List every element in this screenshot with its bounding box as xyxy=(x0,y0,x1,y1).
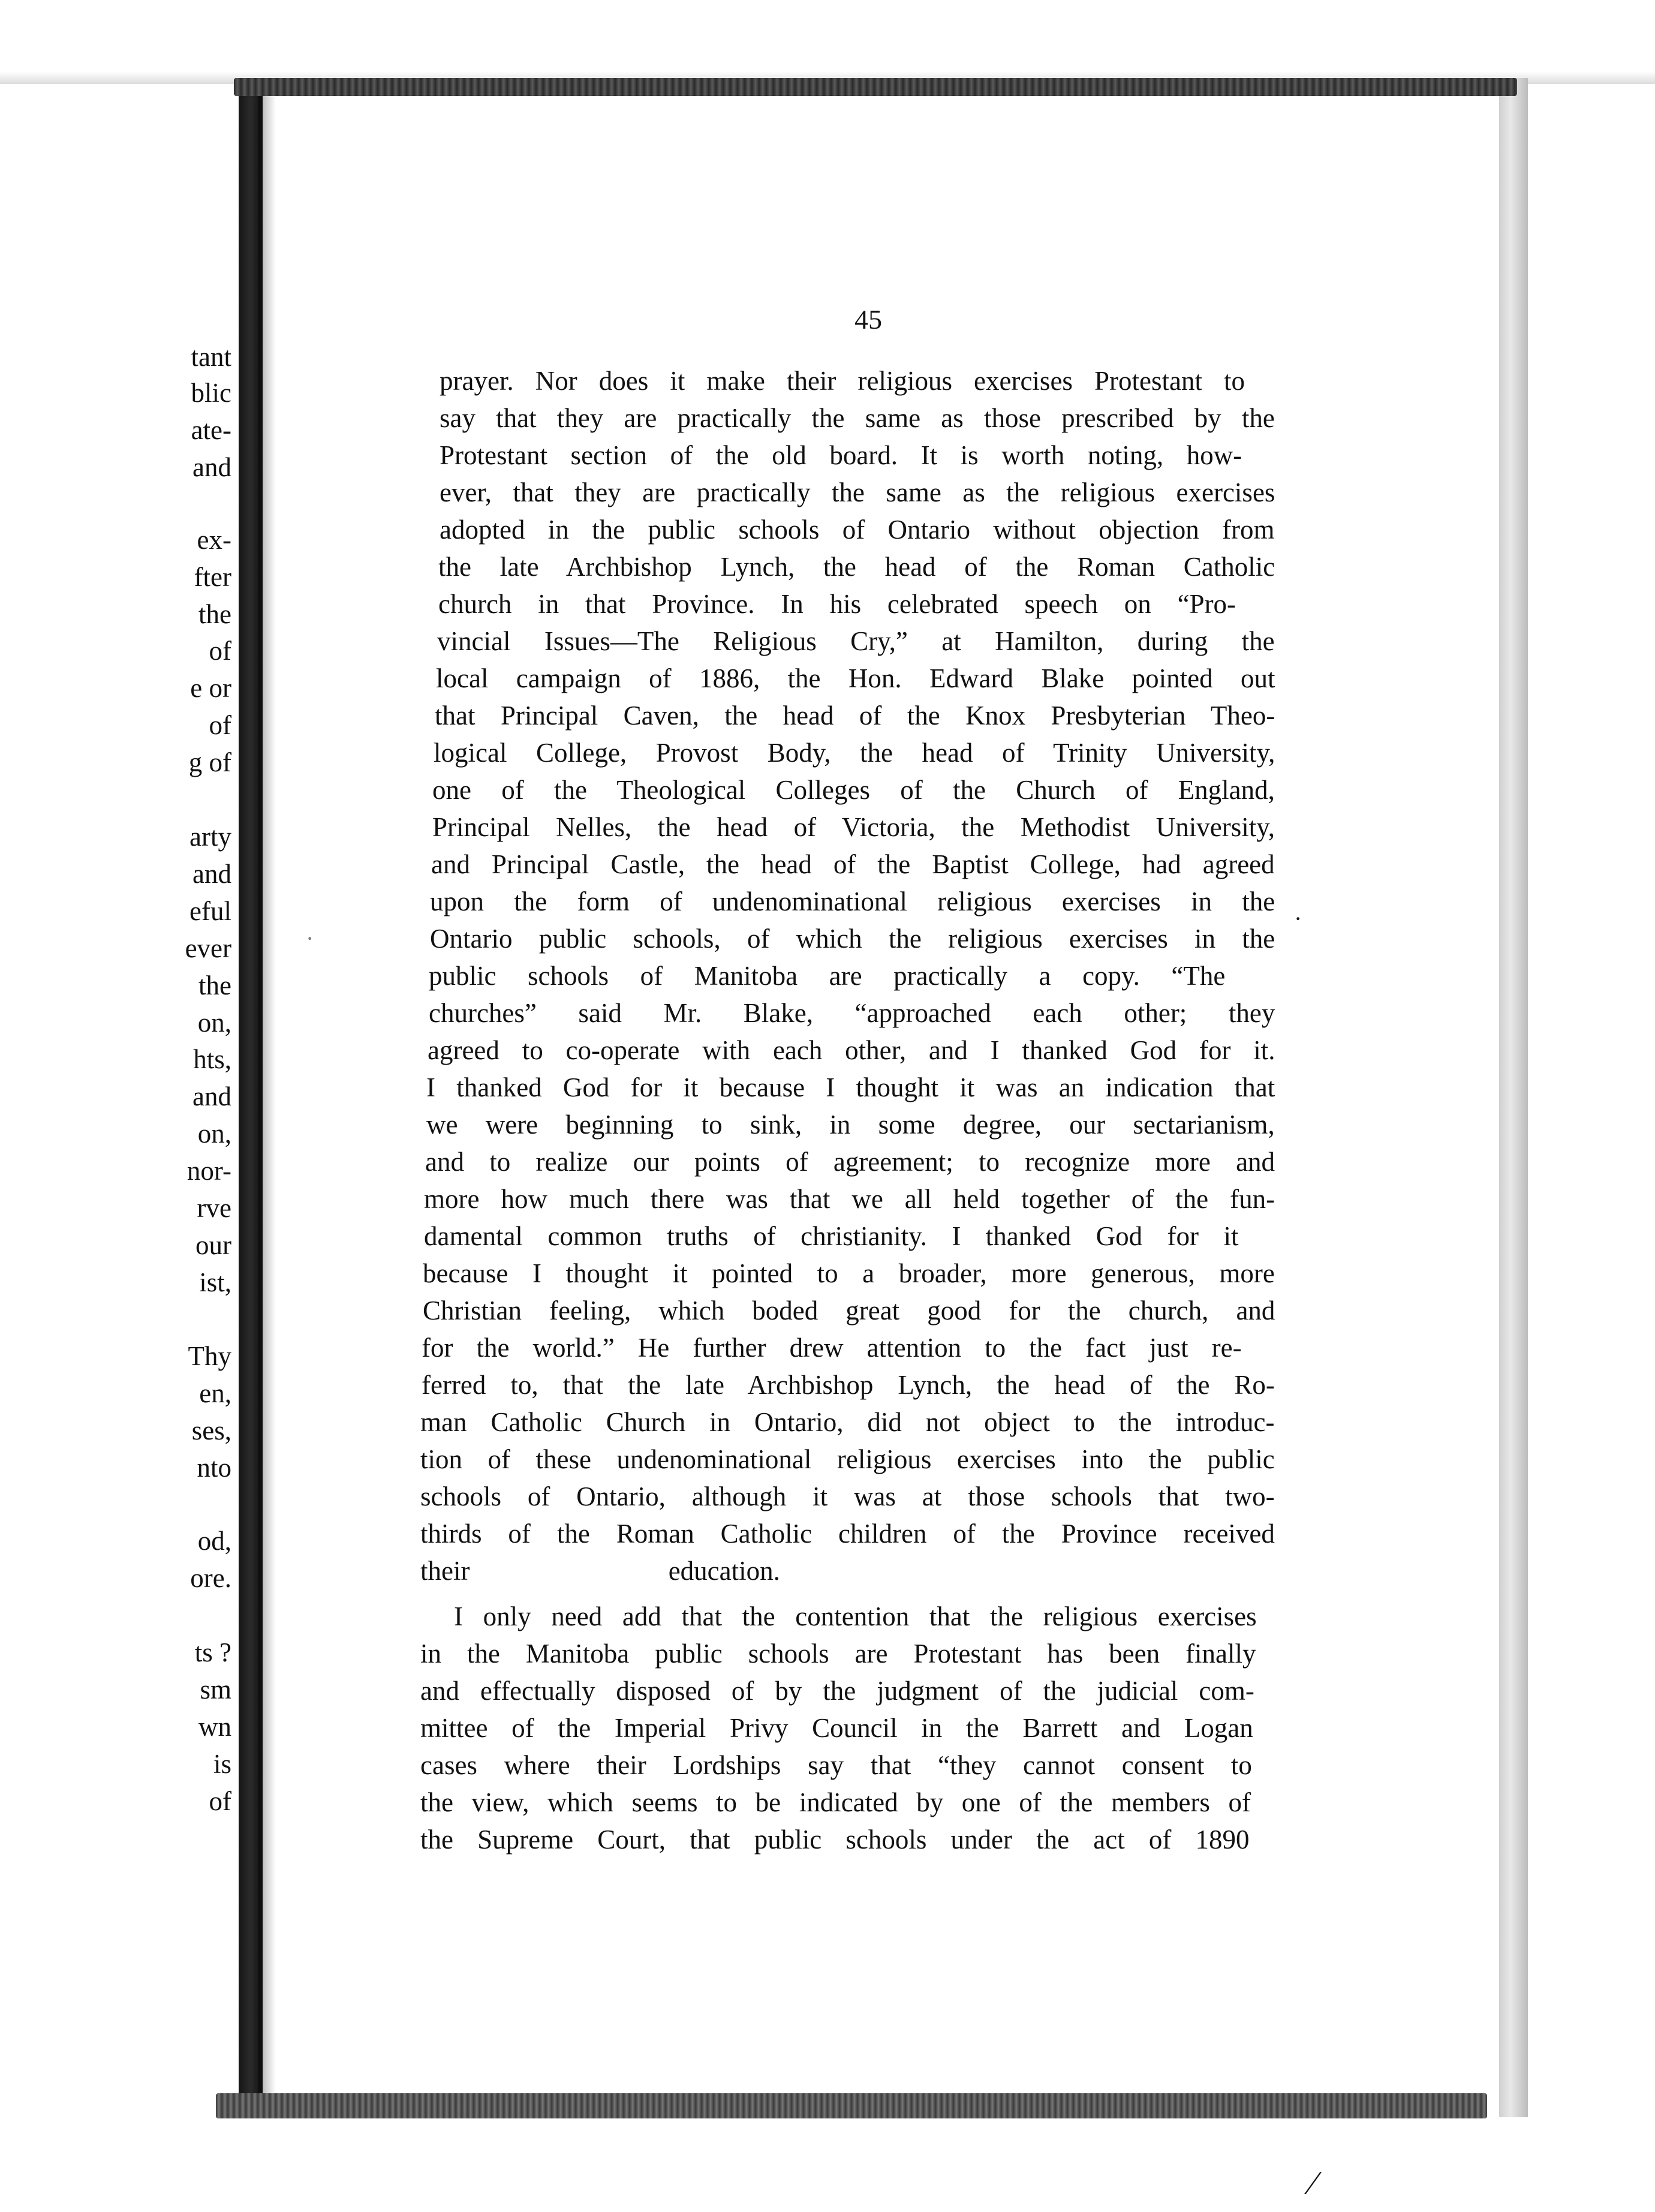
left-page-fragment: g of xyxy=(188,747,231,777)
text-line: I thanked God for it because I thought it was an indication that xyxy=(426,1072,1275,1102)
speck-mark: · xyxy=(1294,905,1302,932)
left-page-fragment: en, xyxy=(199,1378,231,1408)
gutter-shadow xyxy=(258,90,276,2105)
text-line: agreed to co-operate with each other, and I thanked God for it. xyxy=(428,1035,1275,1065)
text-line: in the Manitoba public schools are Protestant has been finally xyxy=(420,1639,1256,1669)
text-line: church in that Province. In his celebrated speech on “Pro- xyxy=(438,589,1236,619)
left-page-fragment: Thy xyxy=(188,1341,231,1371)
text-line: damental common truths of christianity. I thanked God for it xyxy=(424,1221,1239,1251)
text-line: local campaign of 1886, the Hon. Edward Blake pointed out xyxy=(436,663,1275,693)
page-edge-bottom xyxy=(216,2093,1487,2118)
text-line: Christian feeling, which boded great good for the church, and xyxy=(423,1296,1275,1326)
left-page-fragment: on, xyxy=(197,1119,231,1149)
left-page-fragment: and xyxy=(192,452,231,482)
left-page-fragment: fter xyxy=(194,562,231,592)
left-page-fragment: eful xyxy=(189,896,231,926)
left-page-fragment: ore. xyxy=(190,1563,231,1593)
left-page-fragment: wn xyxy=(198,1712,231,1742)
text-line: tion of these undenominational religious exercises into the public xyxy=(420,1444,1275,1474)
left-page-edge xyxy=(0,84,239,2111)
left-page-fragment: ses, xyxy=(191,1415,231,1445)
text-line: Protestant section of the old board. It is worth noting, how- xyxy=(440,440,1242,470)
text-line: adopted in the public schools of Ontario without objection from xyxy=(440,515,1275,545)
text-line: schools of Ontario, although it was at those schools that two- xyxy=(420,1481,1275,1511)
left-page-fragment: ate- xyxy=(191,415,231,445)
left-page-fragment: the xyxy=(198,599,231,629)
left-page-fragment: sm xyxy=(200,1675,231,1705)
left-page-fragment: the xyxy=(198,970,231,1000)
stray-mark: ⁄ xyxy=(1310,2165,1316,2202)
left-page-fragment: our xyxy=(195,1230,231,1260)
text-line: man Catholic Church in Ontario, did not object to the introduc- xyxy=(420,1407,1275,1437)
text-line: ever, that they are practically the same as the religious exercises xyxy=(440,477,1275,507)
scan-background xyxy=(0,0,1655,84)
text-line: the late Archbishop Lynch, the head of the Roman Catholic xyxy=(438,552,1275,582)
text-line: say that they are practically the same as those prescribed by the xyxy=(440,403,1275,433)
text-line: the Supreme Court, that public schools under the act of 1890 xyxy=(420,1825,1250,1855)
speck-mark: · xyxy=(306,925,314,952)
text-line: prayer. Nor does it make their religious exercises Protestant to xyxy=(440,366,1245,396)
page-number: 45 xyxy=(854,304,882,335)
left-page-fragment: arty xyxy=(189,822,231,852)
page-edge-right xyxy=(1499,78,1528,2117)
left-page-fragment: nto xyxy=(197,1453,231,1483)
text-line: for the world.” He further drew attention to the fact just re- xyxy=(422,1333,1242,1363)
text-line: that Principal Caven, the head of the Knox Presbyterian Theo- xyxy=(435,701,1275,731)
text-line: and to realize our points of agreement; to recognize more and xyxy=(425,1147,1275,1177)
left-page-fragment: ts ? xyxy=(194,1637,231,1667)
left-page-fragment: nor- xyxy=(186,1156,231,1186)
text-line: thirds of the Roman Catholic children of the Province received xyxy=(420,1519,1275,1549)
left-page-fragment: of xyxy=(209,636,231,666)
text-line: ferred to, that the late Archbishop Lynch, the head of the Ro- xyxy=(422,1370,1275,1400)
text-line: upon the form of undenominational religious exercises in the xyxy=(430,886,1275,916)
left-page-fragment: ex- xyxy=(197,525,231,555)
left-page-fragment: ever xyxy=(185,933,231,963)
text-line: Principal Nelles, the head of Victoria, the Methodist University, xyxy=(432,812,1275,842)
text-line: one of the Theological Colleges of the Church of England, xyxy=(432,775,1275,805)
left-page-fragment: hts, xyxy=(193,1044,231,1074)
left-page-fragment: e or xyxy=(190,673,231,703)
left-page-fragment: of xyxy=(209,1786,231,1816)
text-line: cases where their Lordships say that “they cannot consent to xyxy=(420,1750,1252,1780)
text-line: and Principal Castle, the head of the Baptist College, had agreed xyxy=(431,849,1275,879)
text-line: mittee of the Imperial Privy Council in the Barrett and Logan xyxy=(420,1713,1253,1743)
text-line: vincial Issues—The Religious Cry,” at Hamilton, during the xyxy=(437,626,1275,656)
text-line: we were beginning to sink, in some degree, our sectarianism, xyxy=(426,1110,1275,1140)
left-page-fragment: and xyxy=(192,1081,231,1111)
text-line: public schools of Manitoba are practically a copy. “The xyxy=(429,961,1226,991)
left-page-fragment: of xyxy=(209,710,231,740)
left-page-fragment: on, xyxy=(197,1008,231,1038)
left-page-fragment: rve xyxy=(197,1193,231,1223)
text-line: Ontario public schools, of which the religious exercises in the xyxy=(430,924,1275,954)
text-line: and effectually disposed of by the judgment of the judicial com- xyxy=(420,1676,1254,1706)
text-line: because I thought it pointed to a broader, more generous, more xyxy=(423,1258,1275,1288)
text-line: more how much there was that we all held together of the fun- xyxy=(424,1184,1275,1214)
text-line: their education. xyxy=(420,1556,780,1586)
left-page-fragment: blic xyxy=(191,378,231,408)
left-page-fragment: od, xyxy=(197,1526,231,1556)
left-page-fragment: ist, xyxy=(199,1267,231,1297)
text-line: I only need add that the contention that the religious exercises xyxy=(454,1601,1257,1631)
text-line: the view, which seems to be indicated by one of the members of xyxy=(420,1787,1251,1817)
left-page-fragment: is xyxy=(213,1749,231,1779)
page-edge-top xyxy=(234,78,1517,96)
left-page-fragment: and xyxy=(192,859,231,889)
text-line: churches” said Mr. Blake, “approached each other; they xyxy=(429,998,1275,1028)
left-page-fragment: tant xyxy=(191,342,231,372)
text-line: logical College, Provost Body, the head of Trinity University, xyxy=(434,738,1275,768)
